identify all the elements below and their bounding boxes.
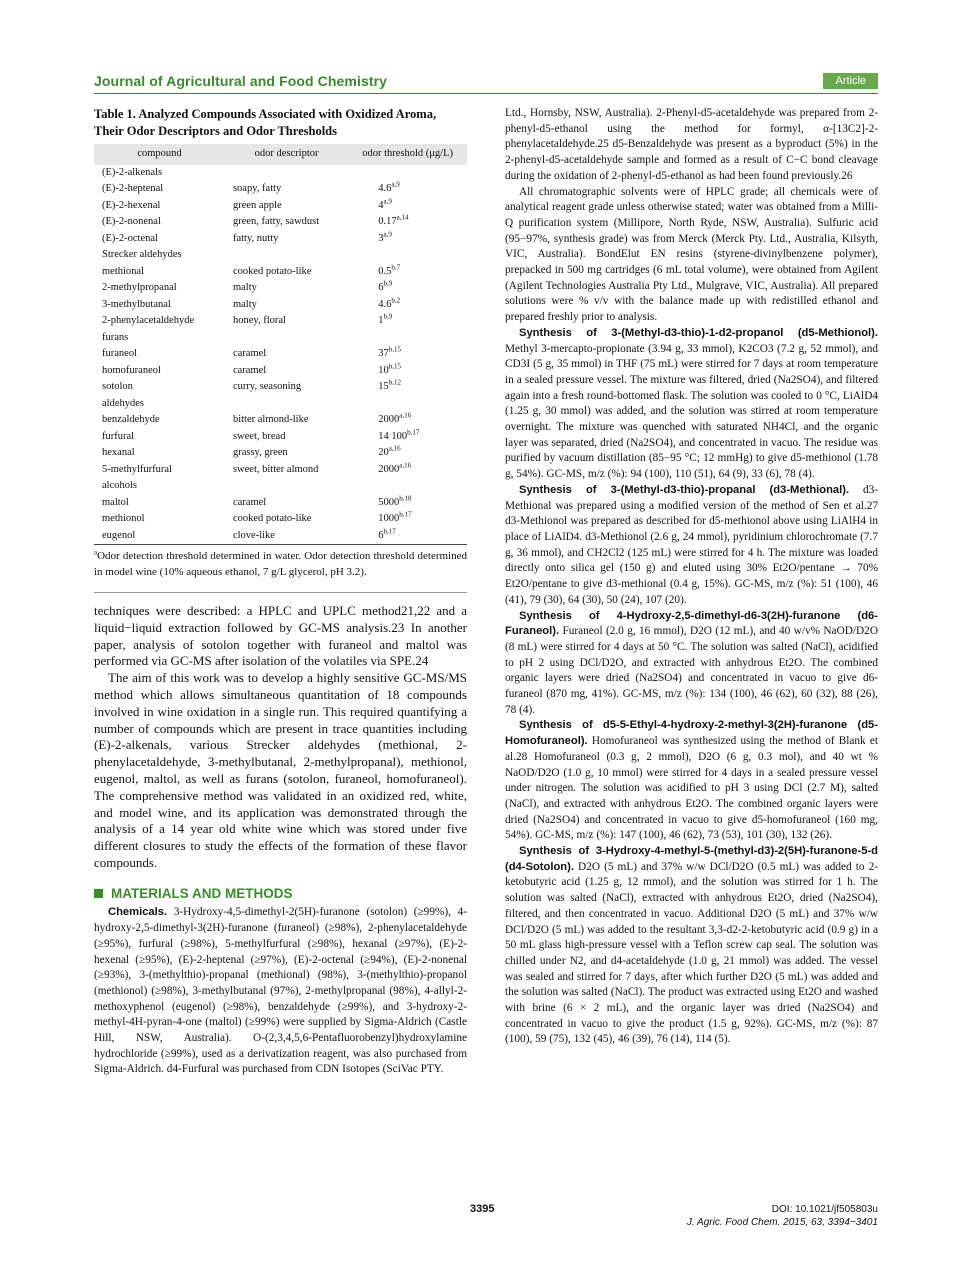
descriptor-cell [225, 165, 348, 182]
odor-table [94, 144, 467, 545]
threshold-ref: b,15 [388, 362, 401, 370]
threshold-cell [348, 313, 467, 330]
threshold-ref: b,17 [383, 527, 396, 535]
section-title: MATERIALS AND METHODS [111, 885, 293, 901]
descriptor-cell: green apple [232, 199, 282, 211]
table-row [94, 495, 467, 512]
table-row [94, 396, 467, 413]
article-type-tag: Article [823, 73, 878, 89]
descriptor-cell [225, 396, 348, 413]
footer-citation [687, 1203, 878, 1229]
table-row [94, 379, 467, 396]
table-row [94, 346, 467, 363]
threshold-value: 6 [378, 282, 384, 293]
threshold-ref: a,16 [399, 411, 412, 420]
threshold-cell [348, 462, 467, 479]
threshold-cell [348, 396, 467, 413]
header-rule [94, 93, 878, 94]
table-row [94, 528, 467, 545]
threshold-ref: b,9 [383, 279, 393, 288]
compound-cell: (E)-2-heptenal [102, 183, 164, 194]
descriptor-cell: honey, floral [232, 315, 286, 326]
threshold-value: 20 [378, 447, 389, 458]
right-column [505, 106, 878, 1048]
table-row [94, 445, 467, 462]
compound-cell: (E)-2-hexenal [102, 199, 161, 211]
threshold-value: 1 [378, 315, 384, 326]
descriptor-cell: malty [232, 298, 257, 310]
descriptor-cell: green, fatty, sawdust [232, 216, 320, 227]
paragraph: Methyl 3-mercapto-propionate (3.94 g, 33 mmol), K2CO3 (7.2 g, 52 mmol), and CD3I (5 g, 35 mmol) in THF (75 mL) were stirred for 7 days at room temperature in a sealed pressure vessel. The mixture was filtered, dried (Na2SO4), and filtered again into a fresh round-bottomed flask. The solution was cooled to 0 °C, LiAlD4 (1.25 g, 30 mmol) was added, and the solution was stirred at room temperature overnight. The mixture was quenched with saturated NH4Cl, and the organic layer was separated, dried (Na2SO4), and concentrated in vacuo. The residue was purified by vacuum distillation (85−95 °C; 12 mmHg) to give d5-methionol (1.78 g, 54%). GC-MS, m/z (%): 94 (100), 110 (51), 64 (9), 33 (6), 78 (4). [505, 342, 878, 481]
descriptor-cell: curry, seasoning [232, 381, 302, 392]
threshold-cell [348, 346, 467, 363]
threshold-value: 14 100 [378, 430, 408, 442]
threshold-ref: a,16 [399, 461, 412, 469]
column-header: odor descriptor [225, 144, 348, 165]
threshold-value: 2000 [378, 414, 400, 425]
threshold-ref: b,7 [391, 263, 401, 271]
footnote-text: Odor detection threshold determined in water. Odor detection threshold determined in model wine (10% aqueous ethanol, 7 g/L glycerol, pH 3.2). [94, 550, 467, 578]
compound-cell: methionol [102, 513, 145, 524]
compound-cell: (E)-2-nonenal [102, 216, 161, 227]
column-header: odor threshold (μg/L) [348, 144, 467, 165]
threshold-value: 6 [378, 529, 384, 541]
compound-cell: 2-methylpropanal [102, 282, 177, 293]
table-row [94, 429, 467, 446]
threshold-cell [348, 231, 467, 248]
table-row [94, 412, 467, 429]
compound-cell: furans [102, 331, 129, 343]
compound-cell: homofuraneol [102, 364, 161, 376]
paragraph: All chromatographic solvents were of HPLC grade; all chemicals were of analytical reagent grade unless otherwise stated; water was obtained from a Milli-Q purification system (Millipore, North Ryde, NSW, Australia). Sulfuric acid (95−97%, synthesis grade) was from Merck (Merck Pty. Ltd., Australia, Kilsyth, VIC, Australia). BondElut EN resins (styrene-divinylbenzene polymer), prepacked in 500 mg cartridges (6 mL total volume), were obtained from Agilent (Agilent Technologies Australia Pty Ltd., Mulgrave, VIC, Australia). All prepared solutions were % v/v with the balance made up with redistilled ethanol and prepared freshly prior to analysis. [505, 185, 878, 324]
threshold-ref: b,15 [388, 345, 401, 354]
chemicals-text [94, 905, 467, 1078]
threshold-cell [348, 495, 467, 512]
table-row [94, 165, 467, 182]
descriptor-cell: sweet, bitter almond [232, 463, 319, 475]
table-footnote: $^a$Odor detection threshold determined in water. Odor detection threshold determined in model wine (10% aqueous ethanol, 7 g/L glycerol, pH 3.2). [94, 548, 467, 578]
table-row [94, 363, 467, 380]
compound-cell: furaneol [102, 348, 137, 359]
threshold-value: 5000 [378, 496, 400, 508]
paragraph: Ltd., Hornsby, NSW, Australia). 2-Phenyl-d5-acetaldehyde was prepared from 2-phenyl-d5-ethanol using the method for formyl, α-[13C2]-2-phenylacetaldehyde.25 d5-Benzaldehyde was present as a byproduct (5%) in the 2-phenyl-d5-acetaldehyde sample and formed as a result of C−C bond cleavage during the oxidation of 2-phenyl-d5-ethanol as had been found previously.26 [505, 107, 878, 182]
threshold-cell [348, 165, 467, 182]
paragraph: Furaneol (2.0 g, 16 mmol), D2O (12 mL), and 40 w/v% NaOD/D2O (8 mL) were stirred for 4 days at 50 °C. The solution was salted (NaCl), acidified to pH 2 using DCl/D2O, and extracted with anhydrous Et2O. The combined organic layers were dried (Na2SO4) and concentrated in vacuo to give d6-furaneol (870 mg, 41%). GC-MS, m/z (%): 134 (100), 46 (62), 60 (32), 88 (26), 78 (4). [505, 625, 878, 716]
threshold-value: 10 [378, 364, 389, 376]
threshold-ref: a,14 [396, 213, 409, 222]
descriptor-cell: caramel [232, 364, 267, 376]
threshold-cell [348, 478, 467, 495]
table-row [94, 511, 467, 528]
table-row [94, 297, 467, 314]
threshold-ref: a,9 [383, 197, 392, 205]
paragraph: D2O (5 mL) and 37% w/w DCl/D2O (0.5 mL) was added to 2-ketobutyric acid (1.25 g, 12 mmol), and the solution was stirred for 1 h. The solution was salted (NaCl), extracted with anhydrous Et2O, dried (Na2SO4), filtered, and then concentrated in vacuo. Additional D2O (5 mL) and 37% w/w DCl/D2O (5 mL) was added to the resultant 3,3-d2-2-ketobutyric acid (0.9 g) in a 50 mL glass high-pressure vessel with a Teflon screw cap seal. The solution was chilled under N2, and d4-acetaldehyde (1.0 g, 21 mmol) was added. The vessel was sealed and stirred for 7 days, after which further D2O (5 mL) was added and the solution was salted (NaCl). The product was extracted using Et2O and washed with brine (6 × 2 mL), and the organic layer was dried (Na2SO4) and concentrated in vacuo to give the product (1.5 g, 92%). GC-MS, m/z (%): 87 (100), 59 (75), 132 (45), 46 (39), 76 (14), 114 (5). [505, 860, 878, 1046]
threshold-value: 0.17 [378, 216, 397, 227]
threshold-cell [348, 214, 467, 231]
compound-cell: 3-methylbutanal [102, 298, 171, 310]
table-row [94, 313, 467, 330]
compound-cell: (E)-2-alkenals [102, 166, 163, 178]
threshold-ref: a,9 [383, 230, 392, 238]
table-row [94, 330, 467, 347]
descriptor-cell [225, 478, 348, 495]
compound-cell: eugenol [94, 528, 225, 545]
threshold-cell [348, 330, 467, 347]
descriptor-cell: caramel [232, 348, 267, 359]
threshold-cell [348, 363, 467, 380]
descriptor-cell: cooked potato-like [232, 513, 312, 524]
descriptor-cell: caramel [232, 496, 267, 508]
paragraph: d3-Methional was prepared using a modified version of the method of Sen et al.27 d3-Methionol was prepared as described for d5-methionol above using LiAlH4 in place of LiAlD4. d3-Methionol (2.6 g, 24 mmol), pyridinium chlorochromate (7.7 g, 36 mmol), and CH2Cl2 (125 mL) were stirred for 4 h. The mixture was loaded directly onto silica gel (150 g) and eluted using 30% Et2O/pentane → 70% Et2O/pentane to give d3-methional (0.4 g, 15%). GC-MS, m/z (%): 51 (100), 46 (41), 79 (30), 64 (30), 50 (24), 107 (20). [505, 483, 878, 606]
threshold-value: 4 [378, 199, 384, 211]
compound-cell: alcohols [102, 480, 137, 491]
section-bullet-icon [94, 889, 103, 898]
descriptor-cell: fatty, nutty [232, 232, 279, 244]
running-header [94, 73, 878, 93]
threshold-ref: b,17 [407, 428, 420, 436]
threshold-cell [348, 528, 467, 545]
table-row [94, 280, 467, 297]
table-row [94, 214, 467, 231]
compound-cell: methional [102, 265, 144, 277]
descriptor-cell: soapy, fatty [232, 183, 282, 194]
threshold-value: 2000 [378, 463, 400, 475]
threshold-value: 3 [378, 232, 384, 244]
threshold-cell [348, 198, 467, 215]
table-row [94, 264, 467, 281]
threshold-cell [348, 511, 467, 528]
threshold-cell [348, 264, 467, 281]
paragraph: 3-Hydroxy-4,5-dimethyl-2(5H)-furanone (sotolon) (≥99%), 4-hydroxy-2,5-dimethyl-3(2H)-furanone (furaneol) (≥98%), 2-phenylacetaldehyde (≥95%), furfural (≥98%), 5-methylfurfural (≥98%), hexanal (≥97%), (E)-2-hexenal (≥95%), (E)-2-heptenal (≥97%), (E)-2-octenal (≥94%), (E)-2-nonenal (≥93%), 3-(methylthio)-propanal (methional) (98%), 3-(methylthio)-propanol (methionol) (≥98%), 3-methylbutanal (97%), 2-methylpropanal (98%), 4-allyl-2-methoxyphenol (eugenol) (≥98%), benzaldehyde (≥99%), and 3-hydroxy-2-methyl-4H-pyran-4-one (maltol) (≥99%) were supplied by Sigma-Aldrich (Castle Hill, NSW, Australia). O-(2,3,4,5,6-Pentafluorobenzyl)hydroxylamine hydrochloride (≥99%), used as a derivatization reagent, was also purchased from Sigma-Aldrich. d4-Furfural was purchased from CDN Isotopes (SciVac PTY. [94, 906, 467, 1076]
threshold-cell [348, 379, 467, 396]
compound-cell: furfural [102, 430, 135, 442]
threshold-ref: b,9 [383, 312, 393, 321]
compound-cell: (E)-2-octenal [102, 232, 158, 244]
threshold-value: 37 [378, 348, 389, 359]
table-row [94, 462, 467, 479]
compound-cell: sotolon [102, 381, 133, 392]
subheading: Synthesis of 3-(Methyl-d3-thio)-1-d2-propanol (d5-Methionol). [519, 326, 878, 339]
table-row [94, 198, 467, 215]
compound-cell: maltol [102, 496, 129, 508]
threshold-cell [348, 181, 467, 198]
paragraph: Homofuraneol was synthesized using the method of Blank et al.28 Homofuraneol (0.3 g, 2 mmol), D2O (6 g, 0.3 mol), and 40 wt % NaOD/D2O (1.0 g, 10 mmol) were stirred for 4 days in a sealed pressure vessel under nitrogen. The solution was acidified to pH 3 using DCl (2.7 M), salted (NaCl), and extracted with anhydrous Et2O. The combined organic layers were dried (Na2SO4) and concentrated in vacuo to give d5-homofuraneol (160 mg, 54%). GC-MS, m/z (%): 147 (100), 46 (62), 73 (53), 101 (30), 132 (26). [505, 735, 878, 842]
threshold-cell [348, 247, 467, 264]
subheading: Synthesis of d5-5-Ethyl-4-hydroxy-2-methyl-3(2H)-furanone (d5-Homofuraneol). [505, 719, 878, 748]
subheading: Chemicals. [108, 906, 168, 919]
threshold-value: 15 [378, 381, 389, 392]
descriptor-cell [225, 330, 348, 347]
threshold-cell [348, 412, 467, 429]
threshold-cell [348, 429, 467, 446]
threshold-cell [348, 280, 467, 297]
compound-cell: benzaldehyde [102, 414, 160, 425]
threshold-value: 4.6 [378, 298, 392, 310]
descriptor-cell: sweet, bread [232, 430, 286, 442]
threshold-value: 4.6 [378, 183, 392, 194]
intro-text [94, 603, 467, 872]
threshold-ref: a,9 [391, 180, 400, 189]
table-row [94, 247, 467, 264]
table-row [94, 181, 467, 198]
journal-title[interactable]: Journal of Agricultural and Food Chemistry [94, 73, 388, 89]
descriptor-cell: malty [232, 282, 257, 293]
threshold-ref: b,12 [388, 378, 401, 387]
table-row [94, 478, 467, 495]
threshold-ref: b,18 [399, 494, 412, 502]
journal-citation: J. Agric. Food Chem. 2015, 63, 3394−3401 [686, 1217, 878, 1228]
descriptor-cell: grassy, green [232, 447, 288, 458]
descriptor-cell: clove-like [225, 528, 348, 545]
descriptor-cell [225, 247, 348, 264]
left-column [94, 106, 467, 1078]
table-row [94, 231, 467, 248]
threshold-ref: b,17 [399, 510, 412, 519]
compound-cell: Strecker aldehydes [102, 249, 182, 260]
compound-cell: 2-phenylacetaldehyde [102, 315, 195, 326]
subheading: Synthesis of 3-(Methyl-d3-thio)-propanal (d3-Methional). [519, 483, 850, 496]
page-number: 3395 [470, 1203, 495, 1215]
subheading: Synthesis of 4-Hydroxy-2,5-dimethyl-d6-3(2H)-furanone (d6-Furaneol). [505, 609, 878, 638]
threshold-cell [348, 297, 467, 314]
threshold-cell [348, 445, 467, 462]
compound-cell: 5-methylfurfural [102, 463, 172, 475]
compound-cell: hexanal [102, 447, 135, 458]
descriptor-cell: cooked potato-like [232, 265, 312, 277]
threshold-ref: a,16 [388, 444, 401, 453]
doi-link[interactable]: DOI: 10.1021/jf505803u [771, 1204, 878, 1215]
descriptor-cell: bitter almond-like [232, 414, 309, 425]
table-separator [94, 592, 467, 593]
threshold-value: 0.5 [378, 265, 392, 277]
section-heading [94, 886, 467, 902]
column-header: compound [94, 144, 225, 165]
table-caption: Table 1. Analyzed Compounds Associated with Oxidized Aroma, Their Odor Descriptors and Odor Thresholds [94, 107, 437, 138]
paragraph: techniques were described: a HPLC and UPLC method21,22 and a liquid−liquid extraction followed by GC-MS analysis.23 In another paper, analysis of sotolon together with furaneol and maltol was performed via GC-MS after isolation of the volatiles via SPE.24 [94, 603, 467, 669]
subheading: Synthesis of 3-Hydroxy-4-methyl-5-(methyl-d3)-2(5H)-furanone-5-d (d4-Sotolon). [505, 845, 878, 873]
compound-cell: aldehydes [102, 397, 144, 409]
paragraph: The aim of this work was to develop a highly sensitive GC-MS/MS method which allows simultaneous quantitation of 18 compounds involved in wine oxidation in a single run. This required quantifying a number of compounds which are present in trace quantities including (E)-2-alkenals, various Strecker aldehydes (methional, 2-phenylacetaldehyde, 3-methylbutanal, 2-methylpropanal), methionol, eugenol, maltol, as well as furans (sotolon, furaneol, homofuraneol). The comprehensive method was validated in an oxidized red, white, and model wine, and its application was demonstrated through the analysis of a 14 year old white wine which was stored under five different closures to study the effects of the formation of these flavor compounds. [94, 670, 467, 870]
threshold-ref: b,2 [391, 296, 401, 304]
threshold-value: 1000 [378, 513, 400, 524]
